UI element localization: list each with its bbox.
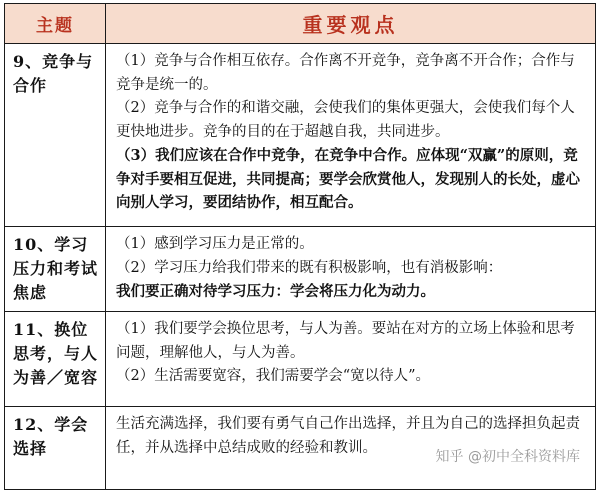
header-points: 重要观点 xyxy=(106,4,596,44)
header-row xyxy=(5,4,596,44)
row-topic: 9、竞争与合作 xyxy=(5,44,106,227)
content-paragraph: （3）我们应该在合作中竞争，在竞争中合作。应体现“双赢”的原则，竞争对手要相互促进，共同提高；要学会欣赏他人，发现别人的长处，虚心向别人学习，要团结协作，相互配合。 xyxy=(116,147,580,211)
row-topic: 10、学习压力和考试焦虑 xyxy=(5,227,106,312)
row-content xyxy=(106,312,596,407)
content-paragraph: （2）生活需要宽容，我们需要学会“宽以待人”。 xyxy=(116,368,431,384)
content-paragraph: （2）竞争与合作的和谐交融，会使我们的集体更强大，会使我们每个人更快地进步。竞争的目的在于超越自我，共同进步。 xyxy=(116,100,575,140)
content-paragraph: （1）竞争与合作相互依存。合作离不开竞争，竞争离不开合作；合作与竞争是统一的。 xyxy=(116,53,575,93)
row-topic: 12、学会选择 xyxy=(5,407,106,490)
content-paragraph: （1）我们要学会换位思考，与人为善。要站在对方的立场上体验和思考问题，理解他人，与人为善。 xyxy=(116,321,575,361)
row-content xyxy=(106,44,596,227)
row-content xyxy=(106,227,596,312)
content-paragraph: 生活充满选择，我们要有勇气自己作出选择，并且为自己的选择担负起责任，并从选择中总结成败的经验和教训。 xyxy=(116,416,580,456)
content-paragraph: （1）感到学习压力是正常的。 xyxy=(116,236,314,252)
content-paragraph: （2）学习压力给我们带来的既有积极影响，也有消极影响： xyxy=(116,259,503,276)
content-paragraph: 我们要正确对待学习压力：学会将压力化为动力。 xyxy=(116,283,435,300)
summary-table xyxy=(4,3,596,490)
watermark: 知乎 @初中全科资料库 xyxy=(435,449,580,465)
table-row xyxy=(5,227,596,312)
table-row xyxy=(5,44,596,227)
row-topic: 11、换位思考，与人为善／宽容 xyxy=(5,312,106,407)
header-topic: 主题 xyxy=(5,4,106,44)
table-row xyxy=(5,312,596,407)
